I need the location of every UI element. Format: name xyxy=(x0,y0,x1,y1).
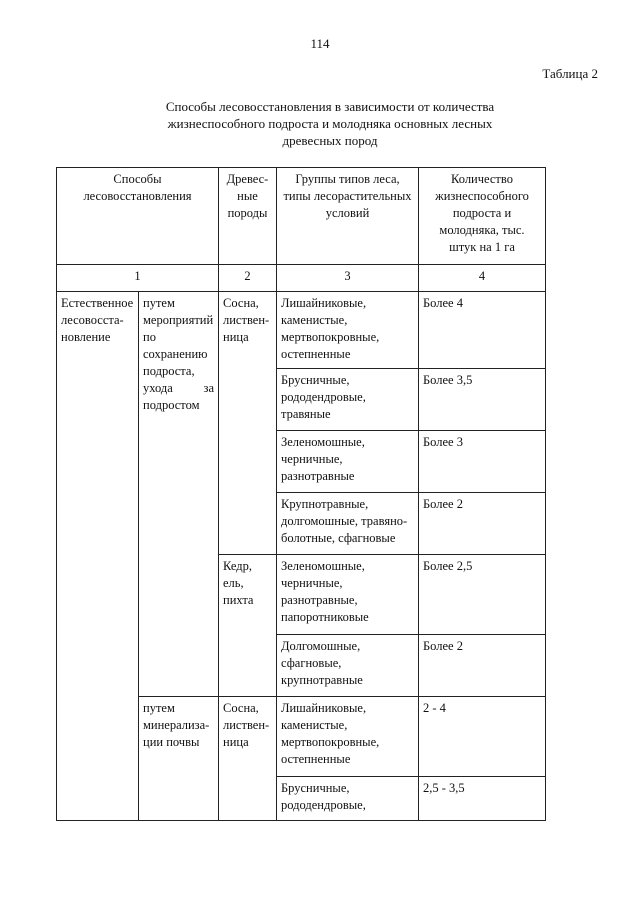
forest-type-text: Брусничные, xyxy=(281,781,350,795)
header-forest-types xyxy=(277,168,419,265)
submethod-text: минерализа- xyxy=(143,718,210,732)
submethod-cell xyxy=(139,292,219,697)
submethod-text: подроста, xyxy=(143,364,195,378)
header-text: Древес- xyxy=(226,172,269,186)
forest-type-text: болотные, сфагновые xyxy=(281,531,396,545)
column-number: 1 xyxy=(57,265,219,292)
submethod-text: мероприятий xyxy=(143,313,214,327)
header-text: молодняка, тыс. xyxy=(439,223,525,237)
title-line: древесных пород xyxy=(282,133,378,148)
submethod-cell xyxy=(139,697,219,821)
page-number: 114 xyxy=(310,36,330,51)
quantity-cell: Более 3 xyxy=(419,431,546,493)
forest-type-cell xyxy=(277,493,419,555)
quantity-cell: Более 3,5 xyxy=(419,369,546,431)
forest-type-text: Зеленомошные, xyxy=(281,559,365,573)
species-text: Сосна, xyxy=(223,701,259,715)
forest-type-text: остепненные xyxy=(281,752,351,766)
quantity-cell: Более 2 xyxy=(419,635,546,697)
table-label: Таблица 2 xyxy=(542,66,598,81)
quantity-cell: Более 2,5 xyxy=(419,555,546,635)
submethod-text: путем xyxy=(143,296,175,310)
header-text: породы xyxy=(227,206,268,220)
submethod-text: ции почвы xyxy=(143,735,200,749)
species-text: листвен- xyxy=(223,718,270,732)
header-text: лесовосстановления xyxy=(83,189,192,203)
table-row xyxy=(57,292,546,369)
forest-type-cell xyxy=(277,777,419,821)
submethod-text: ухода за xyxy=(143,381,214,395)
method-text: Естественное xyxy=(61,296,134,310)
species-text: Кедр, xyxy=(223,559,252,573)
header-text: условий xyxy=(325,206,370,220)
header-text: типы лесорастительных xyxy=(283,189,412,203)
header-text: Способы xyxy=(113,172,162,186)
forest-type-cell xyxy=(277,431,419,493)
header-quantity xyxy=(419,168,546,265)
title-line: Способы лесовосстановления в зависимости от количества xyxy=(165,99,495,114)
forest-type-cell xyxy=(277,292,419,369)
header-species xyxy=(219,168,277,265)
forest-type-text: папоротниковые xyxy=(281,610,369,624)
forest-type-text: мертвопокровные, xyxy=(281,735,380,749)
species-cell xyxy=(219,555,277,697)
forest-type-text: сфагновые, xyxy=(281,656,342,670)
forest-type-text: каменистые, xyxy=(281,313,348,327)
species-text: листвен- xyxy=(223,313,270,327)
forest-type-text: травяные xyxy=(281,407,331,421)
column-numbers-row xyxy=(57,265,546,292)
forest-type-cell xyxy=(277,369,419,431)
column-number: 4 xyxy=(419,265,546,292)
header-text: подроста и xyxy=(452,206,512,220)
submethod-text: по xyxy=(143,330,156,344)
species-text: пихта xyxy=(223,593,254,607)
species-text: ница xyxy=(223,735,249,749)
forest-type-text: Лишайниковые, xyxy=(281,296,367,310)
forest-type-text: долгомошные, травяно- xyxy=(281,514,408,528)
forest-type-cell xyxy=(277,555,419,635)
method-cell xyxy=(57,292,139,821)
submethod-text: подростом xyxy=(143,398,200,412)
forest-type-text: рододендровые, xyxy=(281,798,366,812)
forest-type-text: Долгомошные, xyxy=(281,639,361,653)
quantity-cell: 2 - 4 xyxy=(419,697,546,777)
column-number: 2 xyxy=(219,265,277,292)
forest-type-text: мертвопокровные, xyxy=(281,330,380,344)
species-text: ель, xyxy=(223,576,244,590)
forest-type-text: Лишайниковые, xyxy=(281,701,367,715)
forest-type-text: черничные, xyxy=(281,452,343,466)
species-cell xyxy=(219,292,277,555)
forest-type-text: разнотравные xyxy=(281,469,355,483)
header-text: ные xyxy=(237,189,258,203)
forest-type-text: черничные, xyxy=(281,576,343,590)
forest-type-text: остепненные xyxy=(281,347,351,361)
forest-type-text: Крупнотравные, xyxy=(281,497,369,511)
submethod-text: путем xyxy=(143,701,175,715)
forest-type-cell xyxy=(277,697,419,777)
quantity-cell: Более 4 xyxy=(419,292,546,369)
header-row xyxy=(57,168,546,265)
forest-type-text: рододендровые, xyxy=(281,390,366,404)
forest-type-text: крупнотравные xyxy=(281,673,363,687)
quantity-cell: 2,5 - 3,5 xyxy=(419,777,546,821)
forest-type-text: Брусничные, xyxy=(281,373,350,387)
submethod-text: сохранению xyxy=(143,347,208,361)
table-title xyxy=(130,98,530,149)
species-cell xyxy=(219,697,277,821)
forest-type-cell xyxy=(277,635,419,697)
forest-type-text: каменистые, xyxy=(281,718,348,732)
quantity-cell: Более 2 xyxy=(419,493,546,555)
method-text: новление xyxy=(61,330,111,344)
column-number: 3 xyxy=(277,265,419,292)
header-methods xyxy=(57,168,219,265)
method-text: лесовосста- xyxy=(61,313,124,327)
title-line: жизнеспособного подроста и молодняка основных лесных xyxy=(167,116,493,131)
species-text: ница xyxy=(223,330,249,344)
forest-type-text: разнотравные, xyxy=(281,593,358,607)
header-text: жизнеспособного xyxy=(435,189,529,203)
header-text: штук на 1 га xyxy=(449,240,515,254)
header-text: Группы типов леса, xyxy=(295,172,400,186)
header-text: Количество xyxy=(451,172,513,186)
forest-type-text: Зеленомошные, xyxy=(281,435,365,449)
reforestation-table xyxy=(56,167,546,821)
species-text: Сосна, xyxy=(223,296,259,310)
